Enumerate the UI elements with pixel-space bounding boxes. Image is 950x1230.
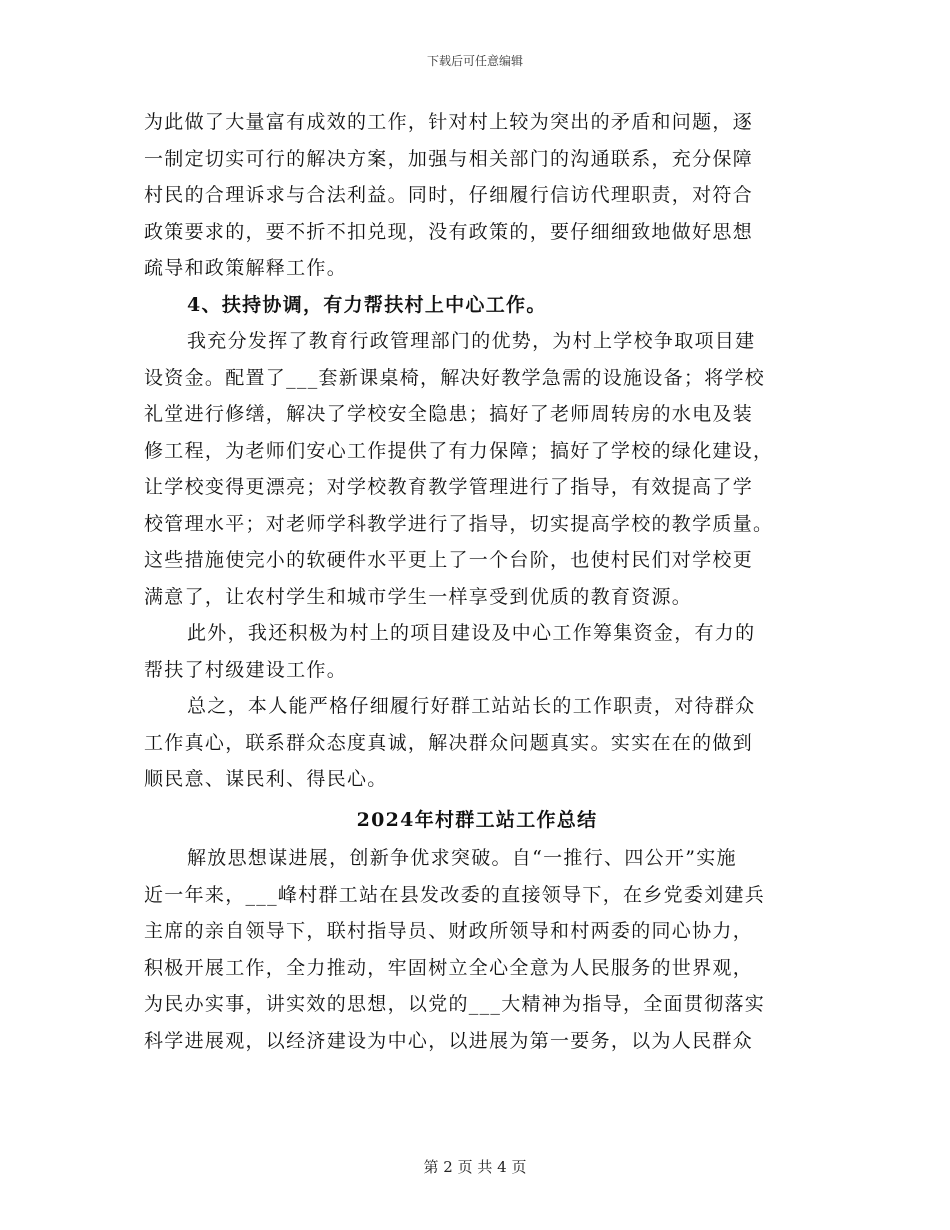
text-line: 近一年来，___峰村群工站在县发改委的直接领导下，在乡党委刘建兵	[144, 883, 766, 906]
text-line: 这些措施使完小的软硬件水平更上了一个台阶，也使村民们对学校更	[144, 549, 754, 571]
text-line: 顺民意、谋民利、得民心。	[144, 768, 388, 790]
text-line: 政策要求的，要不折不扣兑现，没有政策的，要仔细细致地做好思想	[144, 220, 754, 243]
page-footer: 第 2 页 共 4 页	[423, 1158, 527, 1176]
text-line: 礼堂进行修缮，解决了学校安全隐患；搞好了老师周转房的水电及装	[144, 403, 754, 425]
text-line: 科学进展观，以经济建设为中心，以进展为第一要务，以为人民群众	[144, 1029, 754, 1052]
page-header: 下载后可任意编辑	[426, 54, 523, 68]
text-line: 满意了，让农村学生和城市学生一样享受到优质的教育资源。	[144, 585, 693, 608]
text-line: 解放思想谋进展，创新争优求突破。自“一推行、四公开”实施	[187, 847, 737, 869]
text-line: 此外，我还积极为村上的项目建设及中心工作筹集资金，有力的	[187, 622, 756, 644]
section-title: 2024年村群工站工作总结	[356, 808, 598, 831]
text-line: 让学校变得更漂亮；对学校教育教学管理进行了指导，有效提高了学	[144, 476, 754, 498]
text-line: 积极开展工作，全力推动，牢固树立全心全意为人民服务的世界观，	[144, 956, 754, 979]
text-line: 修工程，为老师们安心工作提供了有力保障；搞好了学校的绿化建设，	[144, 439, 774, 462]
section-heading: 4、扶持协调，有力帮扶村上中心工作。	[187, 293, 547, 316]
text-line: 村民的合理诉求与合法利益。同时，仔细履行信访代理职责，对符合	[144, 184, 754, 206]
text-line: 校管理水平；对老师学科教学进行了指导，切实提高学校的教学质量。	[144, 512, 774, 535]
document-body	[144, 104, 810, 1059]
text-line: 设资金。配置了___套新课桌椅，解决好教学急需的设施设备；将学校	[144, 366, 766, 389]
text-line: 帮扶了村级建设工作。	[144, 658, 348, 681]
text-line: 总之，本人能严格仔细履行好群工站站长的工作职责，对待群众	[187, 695, 756, 717]
text-line: 工作真心，联系群众态度真诚，解决群众问题真实。实实在在的做到	[144, 731, 754, 754]
text-line: 我充分发挥了教育行政管理部门的优势，为村上学校争取项目建	[187, 330, 756, 352]
text-line: 一制定切实可行的解决方案，加强与相关部门的沟通联系，充分保障	[144, 147, 754, 170]
text-line: 主席的亲自领导下，联村指导员、财政所领导和村两委的同心协力，	[144, 920, 754, 942]
text-line: 为民办实事，讲实效的思想，以党的___大精神为指导，全面贯彻落实	[144, 993, 766, 1015]
text-line: 为此做了大量富有成效的工作，针对村上较为突出的矛盾和问题，逐	[144, 111, 754, 133]
text-line: 疏导和政策解释工作。	[144, 257, 348, 279]
